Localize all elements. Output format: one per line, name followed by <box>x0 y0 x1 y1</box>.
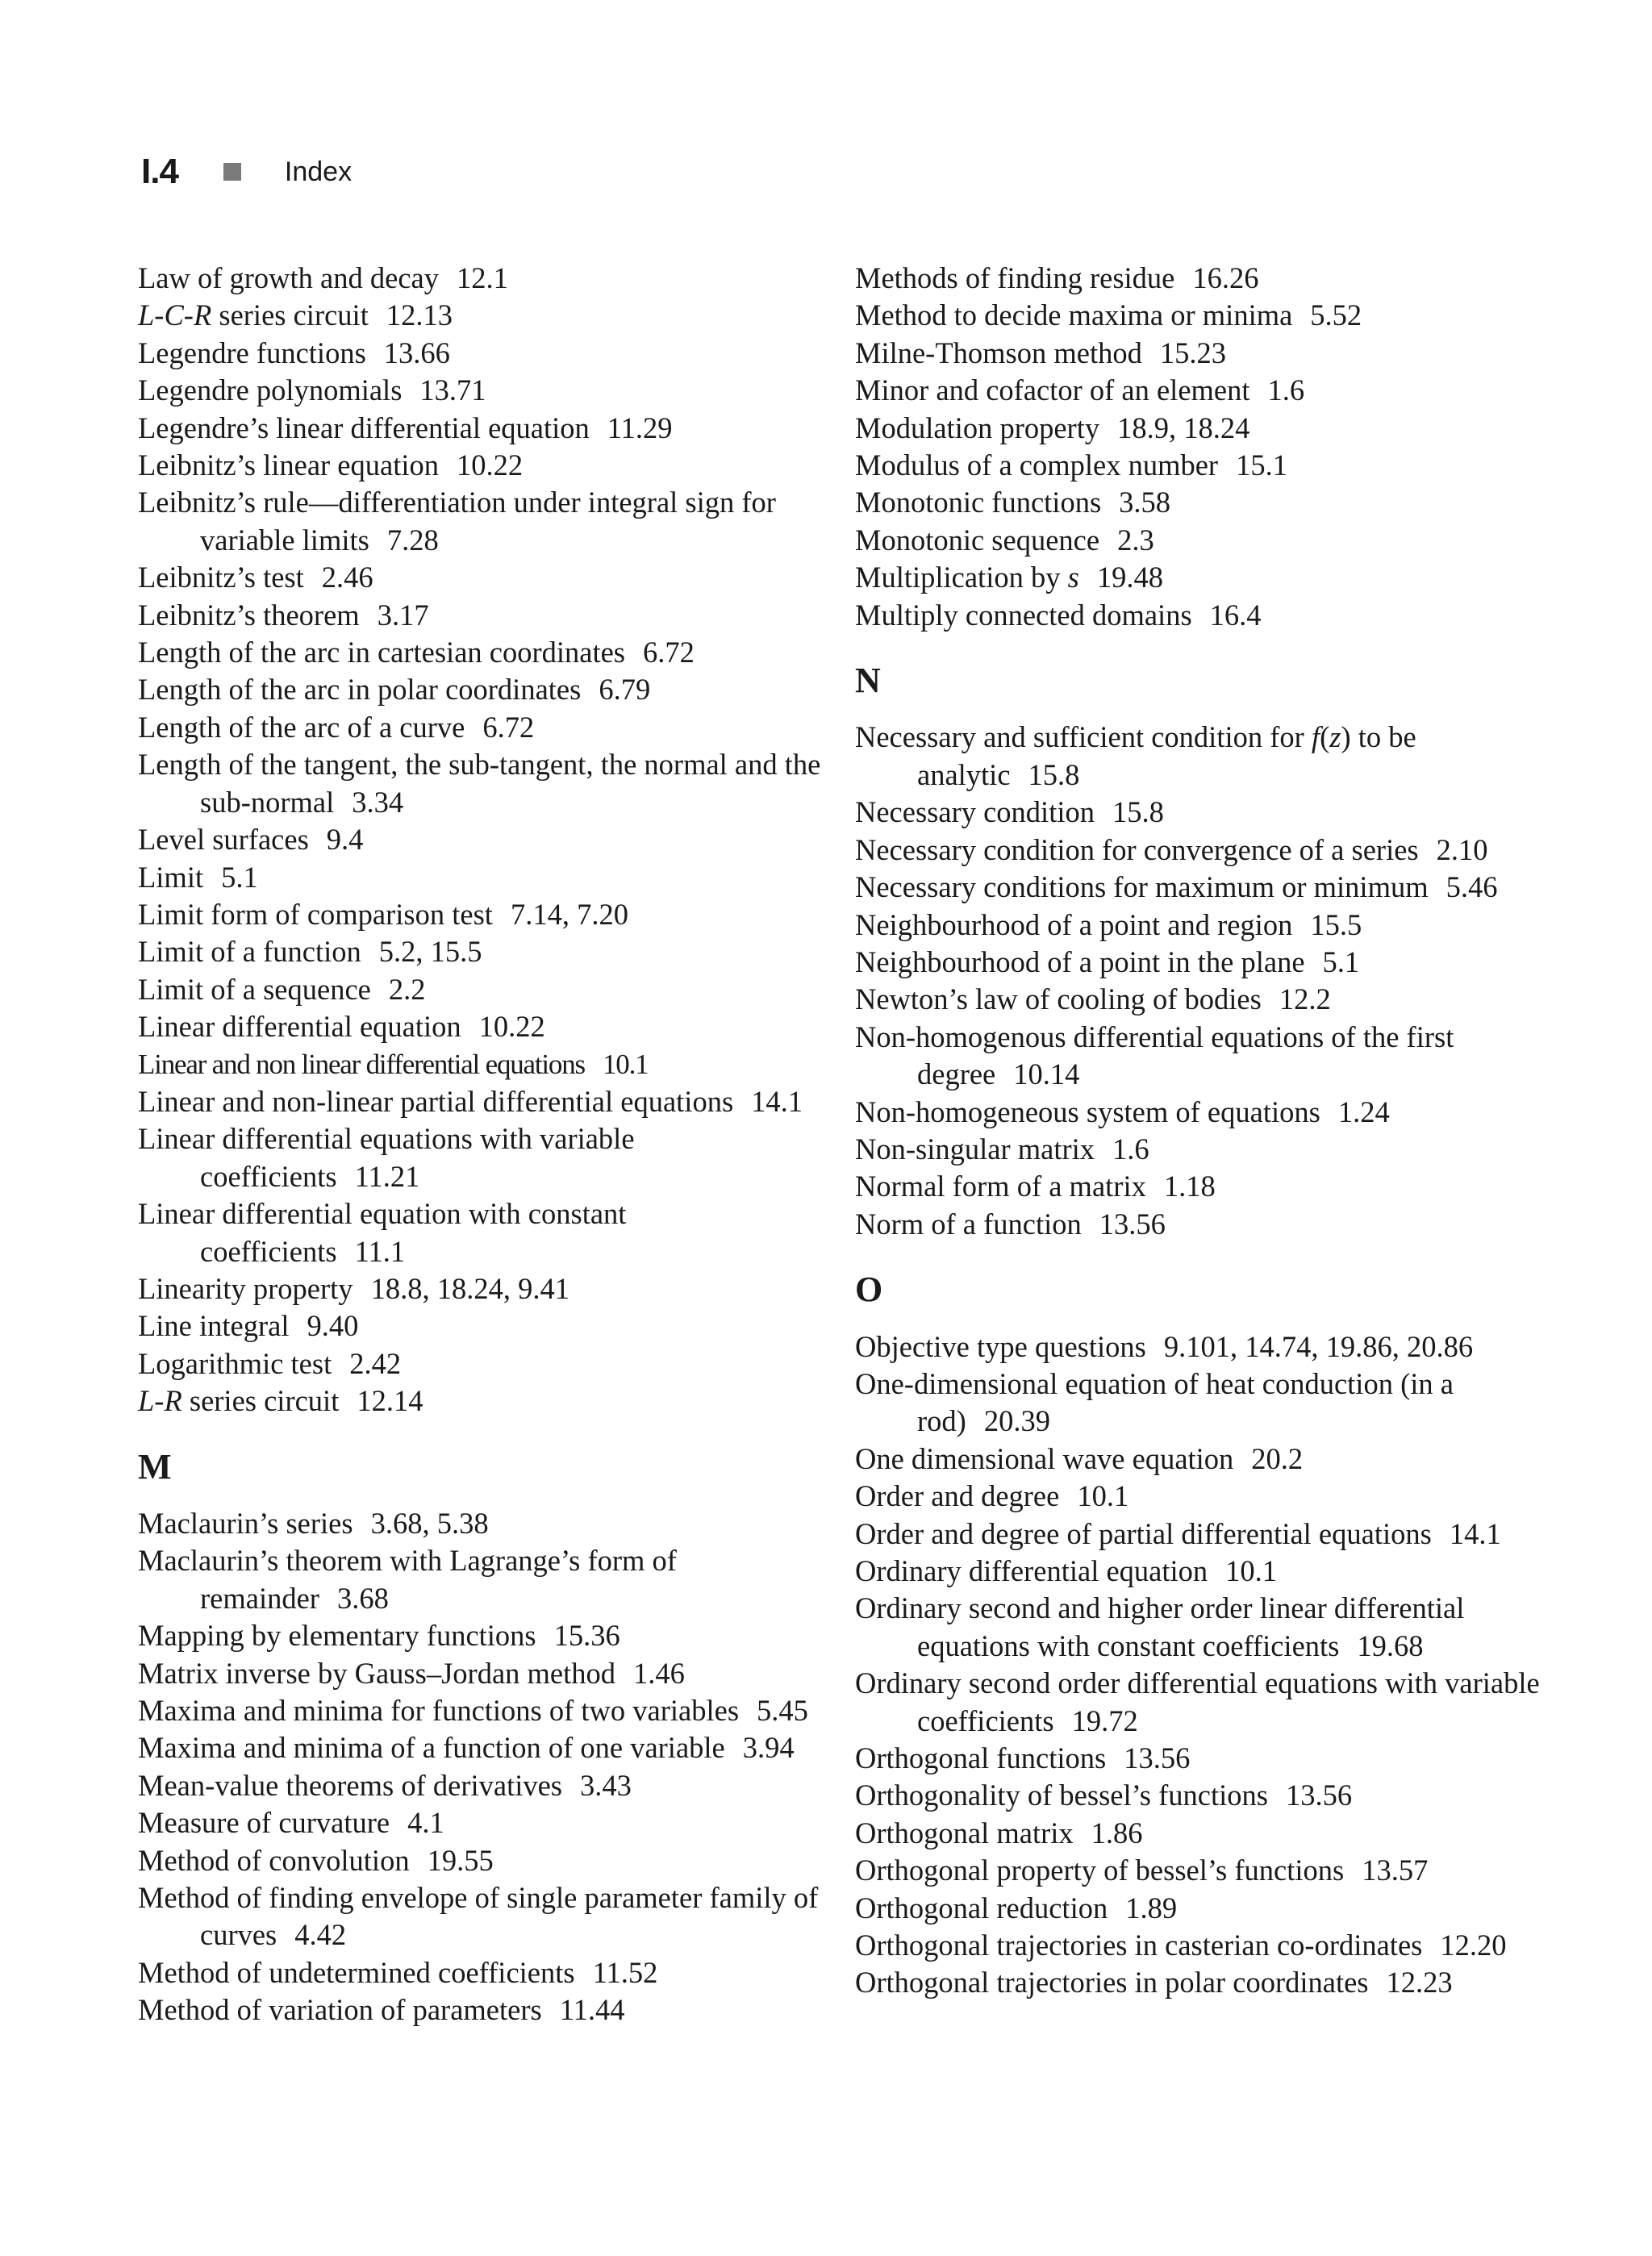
index-entry <box>138 559 832 596</box>
index-page-ref: 13.71 <box>419 373 486 407</box>
index-group-l <box>138 260 832 1420</box>
running-header <box>141 144 352 200</box>
index-entry <box>855 297 1565 334</box>
index-entry <box>138 260 832 297</box>
index-entry <box>855 1328 1565 1366</box>
index-term: Limit of a sequence <box>138 972 371 1006</box>
index-entry <box>855 1927 1565 1964</box>
index-page-ref: 4.42 <box>294 1918 347 1952</box>
index-term: Orthogonal trajectories in polar coordinates <box>855 1966 1369 2000</box>
index-term: Legendre functions <box>138 336 366 369</box>
index-term: Maclaurin’s series <box>138 1507 353 1540</box>
index-entry <box>855 981 1565 1018</box>
index-page-ref: 13.57 <box>1362 1854 1429 1887</box>
index-term: Linear differential equations with variable coefficients <box>138 1122 635 1193</box>
index-entry <box>138 821 832 858</box>
index-entry <box>855 719 1565 794</box>
index-column-left <box>138 260 832 2029</box>
index-page-ref: 5.1 <box>1322 945 1360 978</box>
index-page-ref: 11.1 <box>354 1234 406 1268</box>
index-entry <box>855 869 1565 906</box>
index-entry <box>138 971 832 1008</box>
index-entry <box>138 447 832 484</box>
index-term: Method of convolution <box>138 1843 410 1877</box>
index-term: Length of the arc in polar coordinates <box>138 673 582 707</box>
index-entry <box>855 1553 1565 1590</box>
index-entry <box>855 335 1565 372</box>
index-page-ref: 10.1 <box>1077 1479 1129 1513</box>
index-term: Neighbourhood of a point and region <box>855 907 1293 941</box>
index-term: Leibnitz’s linear equation <box>138 448 439 482</box>
index-term: Multiply connected domains <box>855 598 1192 632</box>
section-letter-n: N <box>855 661 881 701</box>
index-term: Orthogonal matrix <box>855 1816 1074 1849</box>
index-page-ref: 11.44 <box>559 1993 625 2027</box>
index-term: Leibnitz’s theorem <box>138 598 360 632</box>
index-entry <box>855 1168 1565 1205</box>
index-page-ref: 4.1 <box>407 1806 444 1840</box>
index-page-ref: 10.14 <box>1013 1057 1080 1091</box>
running-title: Index <box>284 156 353 187</box>
index-page-ref: 1.6 <box>1267 373 1305 407</box>
index-page-ref: 19.55 <box>427 1843 494 1877</box>
index-entry <box>138 1842 832 1879</box>
index-term: Linear and non linear differential equations <box>138 1048 585 1080</box>
index-entry <box>855 1478 1565 1515</box>
index-page-ref: 15.23 <box>1159 336 1226 369</box>
index-term: Non-homogeneous system of equations <box>855 1095 1320 1128</box>
index-term: Newton’s law of cooling of bodies <box>855 982 1262 1016</box>
index-page-ref: 10.22 <box>478 1010 545 1044</box>
index-page-ref: 7.28 <box>386 523 439 557</box>
index-page-ref: 18.8, 18.24, 9.41 <box>370 1271 569 1305</box>
index-page-ref: 12.2 <box>1279 982 1331 1016</box>
index-term: Method of finding envelope of single parameter family of curves <box>138 1881 819 1952</box>
index-term: Method to decide maxima or minima <box>855 298 1293 332</box>
index-term: Order and degree <box>855 1479 1060 1513</box>
index-term: Linear differential equation with constant coefficients <box>138 1197 627 1268</box>
index-page-ref: 15.5 <box>1310 907 1362 941</box>
index-term: Measure of curvature <box>138 1806 390 1840</box>
index-term: Leibnitz’s rule—differentiation under integral sign for variable limits <box>138 486 776 557</box>
index-entry <box>138 1954 832 1991</box>
index-entry <box>138 671 832 708</box>
index-entry <box>855 1516 1565 1553</box>
index-term: Length of the arc of a curve <box>138 710 465 744</box>
index-term: Legendre polynomials <box>138 373 403 407</box>
index-entry <box>855 1852 1565 1889</box>
index-term: Norm of a function <box>855 1207 1082 1241</box>
index-entry <box>855 832 1565 869</box>
index-page-ref: 12.1 <box>456 261 508 294</box>
index-page-ref: 2.10 <box>1436 832 1488 866</box>
index-page-ref: 16.26 <box>1192 261 1259 294</box>
index-entry <box>855 410 1565 447</box>
index-entry <box>138 1991 832 2029</box>
index-entry <box>138 410 832 447</box>
index-term: Milne-Thomson method <box>855 336 1142 369</box>
index-term: Method of variation of parameters <box>138 1993 542 2027</box>
index-entry <box>855 372 1565 409</box>
index-group-o <box>855 1328 1565 2002</box>
index-term: Necessary and sufficient condition for f(z) to be analytic <box>855 720 1416 791</box>
index-page-ref: 13.56 <box>1124 1741 1191 1775</box>
index-entry <box>138 1008 832 1045</box>
index-entry <box>138 896 832 933</box>
index-page-ref: 1.18 <box>1163 1170 1216 1203</box>
index-term: L-C-R series circuit <box>138 298 369 332</box>
index-page-ref: 11.21 <box>354 1159 420 1193</box>
index-page-ref: 5.45 <box>757 1694 808 1728</box>
index-page-ref: 6.79 <box>599 673 651 707</box>
index-page-ref: 10.1 <box>1225 1554 1278 1587</box>
index-page-ref: 5.46 <box>1446 870 1498 904</box>
index-entry <box>855 1590 1565 1665</box>
index-term: Minor and cofactor of an element <box>855 373 1250 407</box>
index-entry <box>138 1046 832 1083</box>
index-page-ref: 19.72 <box>1071 1703 1138 1737</box>
index-term: Mean-value theorems of derivatives <box>138 1768 563 1802</box>
index-page-ref: 16.4 <box>1209 598 1262 632</box>
index-term: Monotonic sequence <box>855 523 1100 557</box>
index-page-ref: 20.2 <box>1251 1441 1304 1475</box>
index-term: Ordinary second and higher order linear differential equations with constant coefficients <box>855 1591 1465 1662</box>
index-entry <box>138 1729 832 1766</box>
index-term: Matrix inverse by Gauss–Jordan method <box>138 1656 616 1690</box>
index-page-ref: 3.34 <box>352 785 404 819</box>
index-page-ref: 2.46 <box>321 561 373 594</box>
index-page-ref: 9.40 <box>307 1309 359 1343</box>
index-entry <box>855 522 1565 559</box>
index-entry <box>138 1692 832 1729</box>
index-term: Modulus of a complex number <box>855 448 1219 482</box>
index-page-ref: 3.68, 5.38 <box>370 1507 489 1540</box>
index-term: Necessary condition <box>855 795 1095 829</box>
index-page-ref: 10.22 <box>456 448 524 482</box>
index-term: Orthogonal trajectories in casterian co-ordinates <box>855 1929 1423 1962</box>
index-entry <box>855 1019 1565 1094</box>
index-entry <box>138 1804 832 1841</box>
index-term: Maclaurin’s theorem with Lagrange’s form of remainder <box>138 1544 677 1615</box>
index-page-ref: 15.8 <box>1028 757 1080 791</box>
index-entry <box>855 794 1565 831</box>
index-entry <box>855 1366 1565 1441</box>
index-term: Level surfaces <box>138 823 309 857</box>
index-page-ref: 13.56 <box>1285 1779 1353 1812</box>
section-letter-o: O <box>855 1270 883 1310</box>
index-entry <box>855 1777 1565 1814</box>
index-term: Limit of a function <box>138 935 361 969</box>
index-entry <box>138 484 832 559</box>
index-page-ref: 5.52 <box>1310 298 1362 332</box>
index-page-ref: 12.13 <box>386 298 453 332</box>
index-page-ref: 19.48 <box>1096 561 1163 594</box>
index-term: Orthogonal reduction <box>855 1891 1108 1924</box>
index-term: Law of growth and decay <box>138 261 439 294</box>
index-entry <box>855 1094 1565 1131</box>
index-term: Multiplication by s <box>855 561 1079 594</box>
index-entry <box>855 1740 1565 1777</box>
index-term: Modulation property <box>855 411 1100 444</box>
index-entry <box>138 859 832 896</box>
index-entry <box>138 372 832 409</box>
index-page-ref: 9.4 <box>326 823 364 857</box>
index-page-ref: 6.72 <box>643 636 695 669</box>
index-group-m <box>138 1505 832 2029</box>
index-entry <box>855 1441 1565 1478</box>
index-term: Length of the arc in cartesian coordinates <box>138 636 626 669</box>
index-term: Necessary conditions for maximum or minimum <box>855 870 1429 904</box>
index-page-ref: 1.24 <box>1337 1095 1390 1128</box>
index-page-ref: 15.8 <box>1112 795 1164 829</box>
index-entry <box>855 944 1565 981</box>
index-term: Orthogonal property of bessel’s functions <box>855 1854 1345 1887</box>
index-page-ref: 10.1 <box>602 1048 649 1080</box>
index-term: One-dimensional equation of heat conduction (in a rod) <box>855 1366 1454 1438</box>
index-page-ref: 5.2, 15.5 <box>378 935 482 969</box>
index-page-ref: 3.94 <box>742 1731 795 1765</box>
index-entry <box>138 709 832 746</box>
index-entry <box>138 297 832 334</box>
index-entry <box>138 1083 832 1120</box>
index-page-ref: 3.58 <box>1119 486 1171 519</box>
index-term: Linearity property <box>138 1271 353 1305</box>
index-entry <box>138 1505 832 1542</box>
index-entry <box>138 1879 832 1954</box>
index-term: Objective type questions <box>855 1329 1146 1363</box>
index-entry <box>855 1131 1565 1168</box>
index-term: Normal form of a matrix <box>855 1170 1146 1203</box>
index-term: One dimensional wave equation <box>855 1441 1234 1475</box>
index-page-ref: 14.1 <box>1449 1516 1501 1550</box>
index-entry <box>138 335 832 372</box>
index-entry <box>138 1617 832 1654</box>
index-page-ref: 2.3 <box>1117 523 1154 557</box>
index-page-ref: 3.68 <box>336 1581 389 1615</box>
index-term: Length of the tangent, the sub-tangent, the normal and the sub-normal <box>138 748 821 819</box>
index-entry <box>855 447 1565 484</box>
index-term: Leibnitz’s test <box>138 561 304 594</box>
square-bullet-icon <box>223 163 241 181</box>
index-entry <box>138 1195 832 1270</box>
index-page-ref: 1.46 <box>633 1656 685 1690</box>
index-entry <box>138 933 832 970</box>
index-entry <box>138 634 832 671</box>
index-page-ref: 15.1 <box>1236 448 1287 482</box>
index-entry <box>138 746 832 821</box>
index-entry <box>855 907 1565 944</box>
index-term: Linear differential equation <box>138 1010 461 1044</box>
index-page-ref: 15.36 <box>553 1619 620 1653</box>
index-page-ref: 13.66 <box>383 336 450 369</box>
section-letter-m: M <box>138 1446 172 1487</box>
index-page-ref: 1.6 <box>1112 1132 1149 1166</box>
index-entry <box>855 1815 1565 1852</box>
index-term: Logarithmic test <box>138 1346 332 1380</box>
index-entry <box>138 1382 832 1420</box>
index-page-ref: 11.29 <box>607 411 673 444</box>
index-term: Mapping by elementary functions <box>138 1619 536 1653</box>
index-entry <box>138 1120 832 1195</box>
index-term: Maxima and minima of a function of one variable <box>138 1731 725 1765</box>
index-page-ref: 5.1 <box>221 860 258 894</box>
index-page-ref: 6.72 <box>482 710 535 744</box>
index-entry <box>138 1270 832 1307</box>
index-page-ref: 18.9, 18.24 <box>1117 411 1250 444</box>
index-term: Neighbourhood of a point in the plane <box>855 945 1305 978</box>
page-number: I.4 <box>141 152 178 191</box>
index-entry <box>855 484 1565 521</box>
index-page-ref: 12.14 <box>357 1384 423 1418</box>
index-column-right <box>855 260 1565 2002</box>
index-page-ref: 3.17 <box>377 598 429 632</box>
index-entry <box>855 1890 1565 1927</box>
index-term: Order and degree of partial differential equations <box>855 1516 1432 1550</box>
index-entry <box>138 1307 832 1345</box>
index-page-ref: 11.52 <box>592 1955 658 1989</box>
index-page-ref: 14.1 <box>751 1084 803 1118</box>
index-term: Legendre’s linear differential equation <box>138 411 590 444</box>
index-term: Limit <box>138 860 204 894</box>
index-page-ref: 3.43 <box>580 1768 632 1802</box>
index-term: Line integral <box>138 1309 290 1343</box>
index-term: L-R series circuit <box>138 1384 340 1418</box>
index-entry <box>138 597 832 634</box>
index-page-ref: 13.56 <box>1099 1207 1166 1241</box>
index-page-ref: 12.23 <box>1386 1966 1453 2000</box>
index-page-ref: 12.20 <box>1440 1929 1507 1962</box>
index-group-n <box>855 719 1565 1243</box>
index-group-m-continued <box>855 260 1565 634</box>
index-term: Necessary condition for convergence of a series <box>855 832 1419 866</box>
index-term: Ordinary differential equation <box>855 1554 1208 1587</box>
index-entry <box>138 1767 832 1804</box>
index-entry <box>855 260 1565 297</box>
index-term: Orthogonality of bessel’s functions <box>855 1779 1268 1812</box>
index-entry <box>855 1206 1565 1243</box>
index-entry <box>138 1655 832 1692</box>
index-entry <box>855 1665 1565 1740</box>
index-term: Limit form of comparison test <box>138 897 493 931</box>
index-term: Non-singular matrix <box>855 1132 1095 1166</box>
index-term: Method of undetermined coefficients <box>138 1955 575 1989</box>
index-page-ref: 1.89 <box>1125 1891 1178 1924</box>
index-entry <box>138 1542 832 1617</box>
index-term: Ordinary second order differential equations with variable coefficients <box>855 1666 1540 1737</box>
index-entry <box>855 597 1565 634</box>
index-page-ref: 7.14, 7.20 <box>510 897 628 931</box>
index-page-ref: 20.39 <box>983 1404 1050 1438</box>
index-term: Non-homogenous differential equations of the first degree <box>855 1020 1454 1091</box>
index-page-ref: 19.68 <box>1357 1628 1424 1662</box>
index-page-ref: 1.86 <box>1091 1816 1143 1849</box>
index-term: Maxima and minima for functions of two variables <box>138 1694 740 1728</box>
index-entry <box>855 1964 1565 2001</box>
index-entry <box>855 559 1565 596</box>
index-term: Orthogonal functions <box>855 1741 1107 1775</box>
index-term: Monotonic functions <box>855 486 1102 519</box>
index-page-ref: 9.101, 14.74, 19.86, 20.86 <box>1163 1329 1474 1363</box>
index-page-ref: 2.2 <box>388 972 426 1006</box>
index-term: Methods of finding residue <box>855 261 1175 294</box>
index-page-ref: 2.42 <box>349 1346 402 1380</box>
index-entry <box>138 1345 832 1382</box>
index-term: Linear and non-linear partial differential equations <box>138 1084 734 1118</box>
